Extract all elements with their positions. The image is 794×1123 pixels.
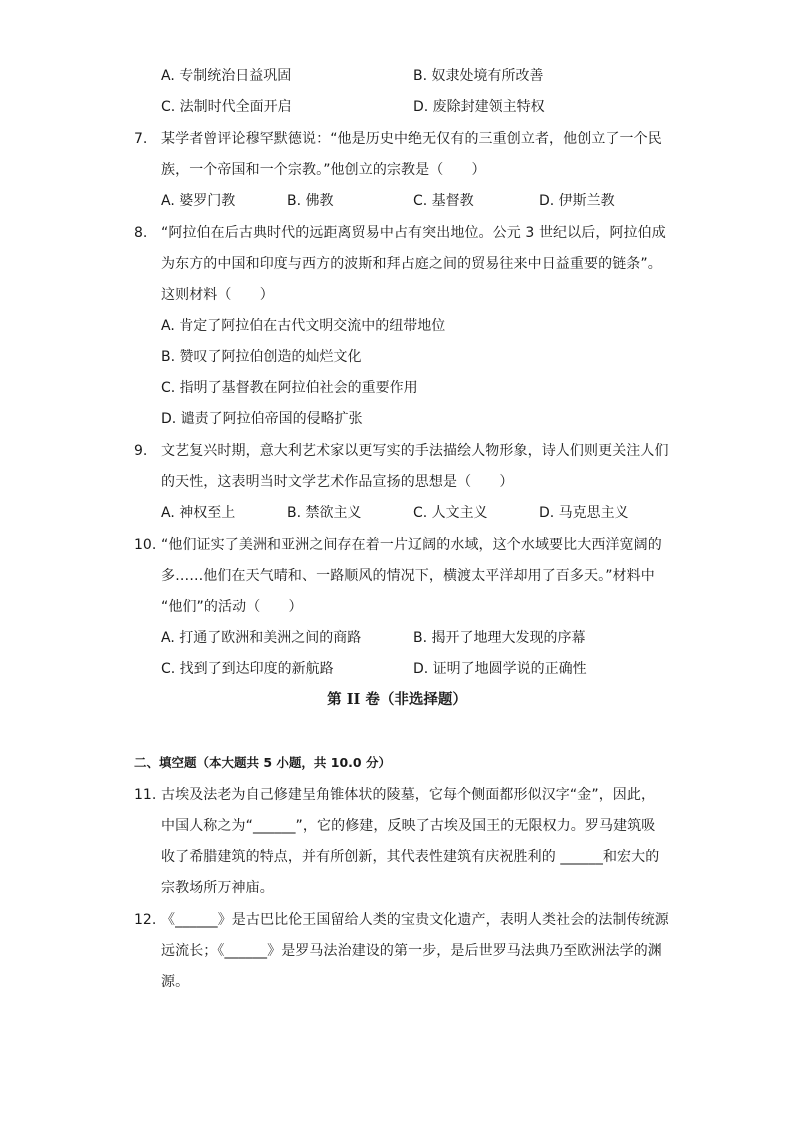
q10-number: 10. (134, 537, 157, 553)
q8-option-a: A. 肯定了阿拉伯在古代文明交流中的纽带地位 (161, 318, 446, 334)
q9-stem-line-2: 的天性，这表明当时文学艺术作品宣扬的思想是（ ） (161, 474, 514, 490)
q6-option-b: B. 奴隶处境有所改善 (413, 68, 544, 84)
section-two-heading: 二、填空题（本大题共 5 小题，共 10.0 分） (134, 755, 391, 770)
q9-number: 9. (134, 443, 148, 459)
q7-option-d: D. 伊斯兰教 (539, 193, 615, 209)
q10-option-c: C. 找到了到达印度的新航路 (161, 661, 334, 677)
q9-option-b: B. 禁欲主义 (287, 505, 362, 521)
q12-line-1: 《______》是古巴比伦王国留给人类的宝贵文化遗产，表明人类社会的法制传统源 (161, 912, 669, 928)
q9-option-a: A. 神权至上 (161, 505, 236, 521)
q7-stem-line-2: 族，一个帝国和一个宗教。”他创立的宗教是（ ） (161, 162, 486, 178)
q7-option-b: B. 佛教 (287, 193, 334, 209)
q8-number: 8. (134, 225, 148, 241)
q7-number: 7. (134, 131, 148, 147)
q7-option-c: C. 基督教 (413, 193, 474, 209)
q8-stem-line-1: “阿拉伯在后古典时代的远距离贸易中占有突出地位。公元 3 世纪以后，阿拉伯成 (161, 225, 666, 241)
q11-line-2: 中国人称之为“______”，它的修建，反映了古埃及国王的无限权力。罗马建筑吸 (161, 818, 656, 834)
q10-option-d: D. 证明了地圆学说的正确性 (413, 661, 587, 677)
q12-line-2: 远流长；《______》是罗马法治建设的第一步，是后世罗马法典乃至欧洲法学的渊 (161, 943, 662, 959)
q11-line-4: 宗教场所万神庙。 (161, 880, 274, 896)
q8-stem-line-3: 这则材料（ ） (161, 287, 274, 303)
q9-option-c: C. 人文主义 (413, 505, 488, 521)
q10-stem-line-1: “他们证实了美洲和亚洲之间存在着一片辽阔的水域，这个水域要比大西洋宽阔的 (161, 537, 662, 553)
part-two-title: 第 II 卷（非选择题） (327, 691, 467, 708)
q6-option-a: A. 专制统治日益巩固 (161, 68, 292, 84)
q11-number: 11. (134, 787, 157, 803)
q6-option-d: D. 废除封建领主特权 (413, 99, 545, 115)
q11-line-3: 收了希腊建筑的特点，并有所创新，其代表性建筑有庆祝胜利的 ______和宏大的 (161, 849, 660, 865)
q8-option-b: B. 赞叹了阿拉伯创造的灿烂文化 (161, 349, 362, 365)
q10-option-b: B. 揭开了地理大发现的序幕 (413, 630, 586, 646)
q8-option-d: D. 谴责了阿拉伯帝国的侵略扩张 (161, 411, 363, 427)
q7-option-a: A. 婆罗门教 (161, 193, 236, 209)
q9-option-d: D. 马克思主义 (539, 505, 629, 521)
q12-line-3: 源。 (161, 974, 190, 990)
q10-stem-line-2: 多……他们在天气晴和、一路顺风的情况下，横渡太平洋却用了百多天。”材料中 (161, 568, 655, 584)
q12-number: 12. (134, 912, 157, 928)
q7-stem-line-1: 某学者曾评论穆罕默德说：“他是历史中绝无仅有的三重创立者，他创立了一个民 (161, 131, 662, 147)
q8-stem-line-2: 为东方的中国和印度与西方的波斯和拜占庭之间的贸易往来中日益重要的链条”。 (161, 256, 662, 272)
q9-stem-line-1: 文艺复兴时期，意大利艺术家以更写实的手法描绘人物形象，诗人们则更关注人们 (161, 443, 669, 459)
q6-option-c: C. 法制时代全面开启 (161, 99, 292, 115)
q10-stem-line-3: “他们”的活动（ ） (161, 599, 303, 615)
q8-option-c: C. 指明了基督教在阿拉伯社会的重要作用 (161, 380, 418, 396)
q11-line-1: 古埃及法老为自己修建呈角锥体状的陵墓，它每个侧面都形似汉字“金”，因此， (161, 787, 656, 803)
q10-option-a: A. 打通了欧洲和美洲之间的商路 (161, 630, 362, 646)
